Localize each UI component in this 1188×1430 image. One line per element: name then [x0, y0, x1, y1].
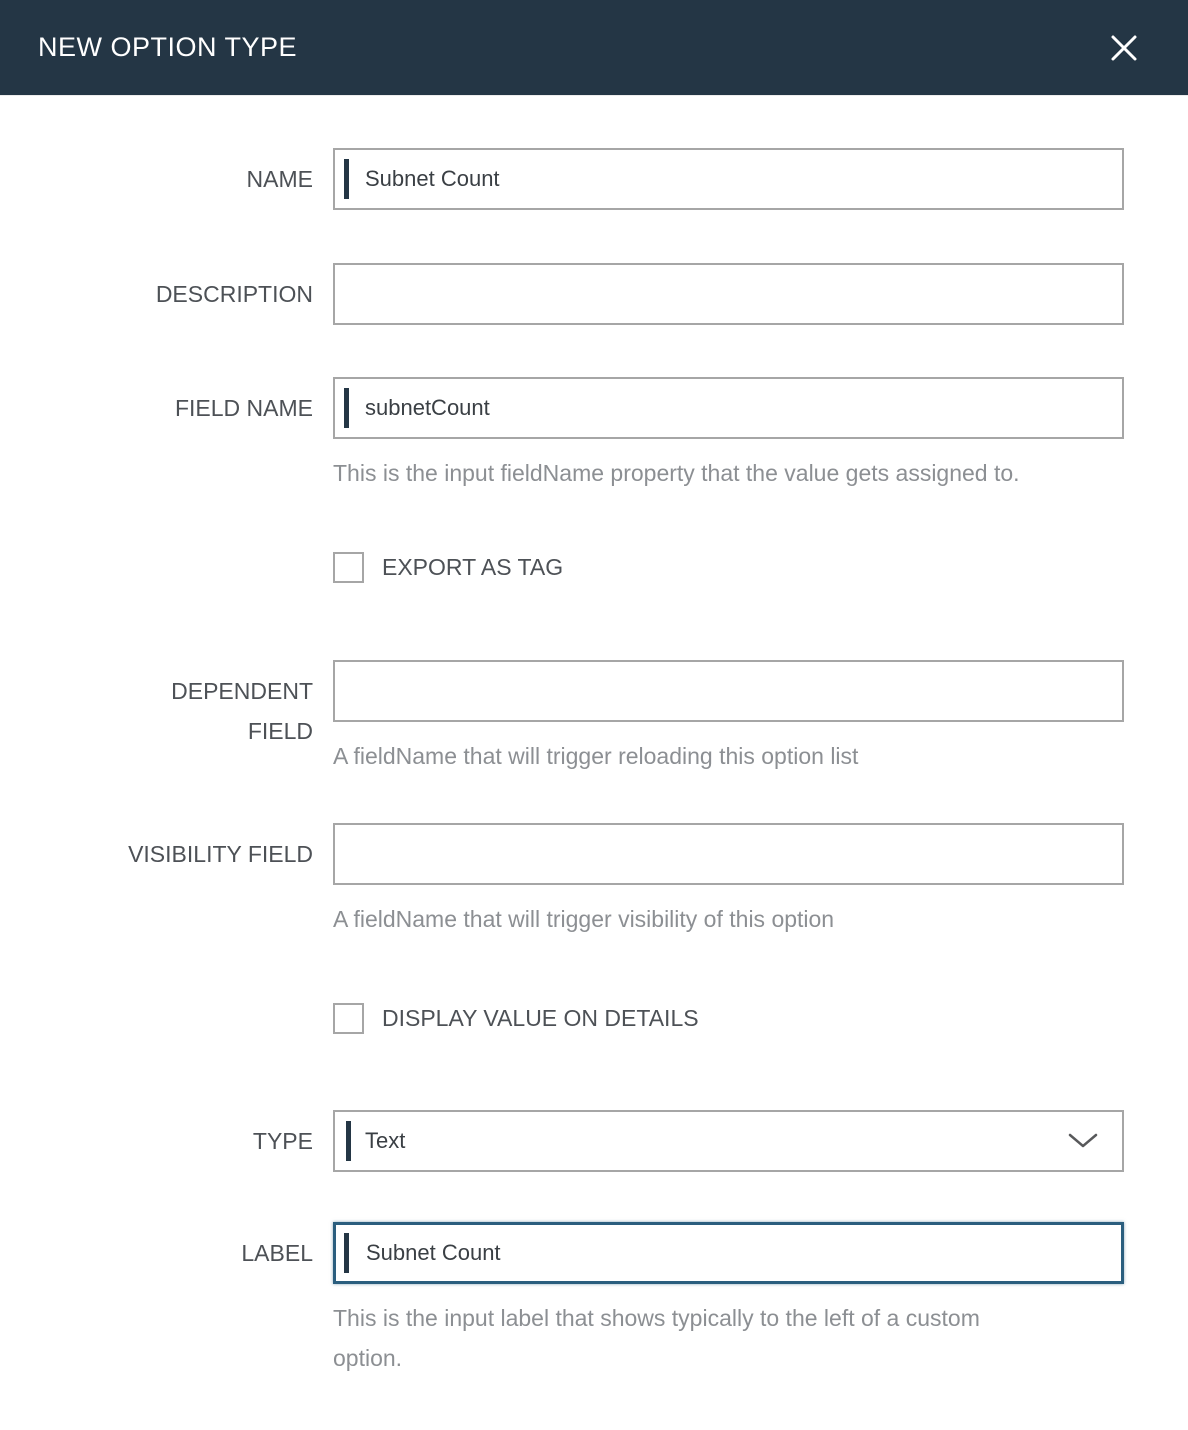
description-field-label: DESCRIPTION — [155, 281, 313, 307]
field-name-label: FIELD NAME — [174, 395, 313, 421]
display-value-on-details-checkbox[interactable] — [333, 1003, 699, 1034]
type-field-row — [0, 1110, 1124, 1172]
label-field-row — [0, 1222, 1124, 1378]
modal-title: NEW OPTION TYPE — [38, 32, 298, 62]
modal-body — [0, 95, 1188, 1404]
dependent-field-input[interactable] — [333, 660, 1124, 722]
display-value-on-details-checkbox-box[interactable] — [333, 1003, 364, 1034]
label-field-helper-text: This is the input label that shows typically to the left of a custom option. — [333, 1305, 980, 1371]
dependent-field-row — [0, 660, 1124, 776]
display-value-on-details-row — [0, 1003, 1124, 1039]
export-as-tag-row — [0, 552, 1124, 588]
visibility-field-helper-text: A fieldName that will trigger visibility of this option — [333, 906, 835, 932]
dependent-field-label: DEPENDENT FIELD — [171, 678, 313, 744]
close-button[interactable] — [1102, 26, 1146, 70]
type-select[interactable] — [333, 1110, 1124, 1172]
empty-label-spacer — [0, 552, 313, 563]
field-name-helper-text: This is the input fieldName property that the value gets assigned to. — [333, 460, 1020, 486]
export-as-tag-checkbox-label: EXPORT AS TAG — [382, 554, 564, 580]
description-field-row — [0, 263, 1124, 325]
close-icon — [1106, 30, 1142, 66]
visibility-field-label: VISIBILITY FIELD — [128, 841, 313, 867]
type-field-label: TYPE — [252, 1128, 313, 1154]
export-as-tag-checkbox[interactable] — [333, 552, 563, 583]
empty-label-spacer — [0, 1003, 313, 1014]
visibility-field-input[interactable] — [333, 823, 1124, 885]
description-input[interactable] — [333, 263, 1124, 325]
name-field-label: NAME — [246, 166, 313, 192]
value-indicator-bar — [346, 1121, 351, 1161]
modal-header — [0, 0, 1188, 95]
dependent-field-helper-text: A fieldName that will trigger reloading this option list — [333, 743, 859, 769]
type-select-value: Text — [365, 1128, 406, 1153]
name-input[interactable] — [333, 148, 1124, 210]
label-input[interactable] — [333, 1222, 1124, 1284]
field-name-input[interactable] — [333, 377, 1124, 439]
export-as-tag-checkbox-box[interactable] — [333, 552, 364, 583]
name-field-row — [0, 148, 1124, 210]
chevron-down-icon — [1066, 1131, 1100, 1151]
display-value-on-details-checkbox-label: DISPLAY VALUE ON DETAILS — [382, 1005, 699, 1031]
visibility-field-row — [0, 823, 1124, 939]
label-field-label: LABEL — [241, 1240, 313, 1266]
field-name-row — [0, 377, 1124, 493]
